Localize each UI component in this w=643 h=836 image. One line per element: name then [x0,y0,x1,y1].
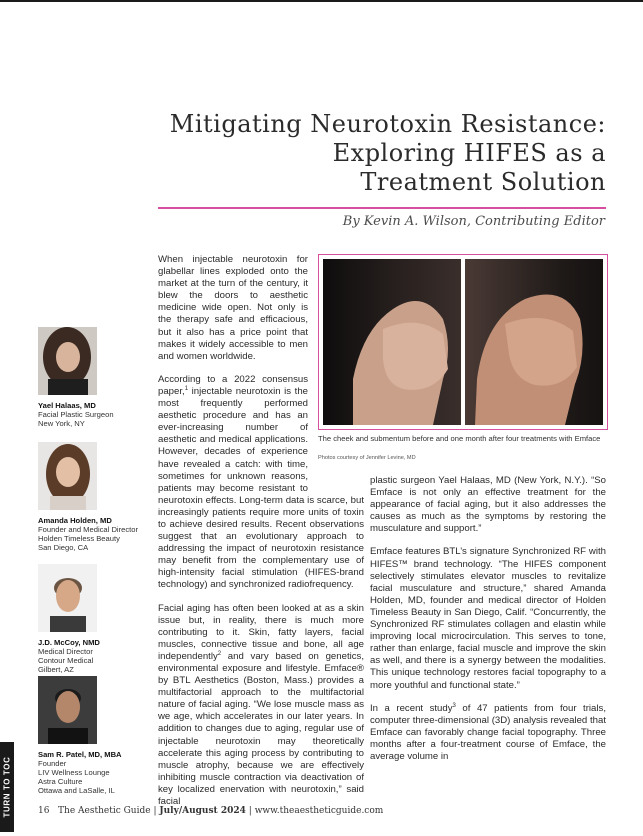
author-detail: LIV Wellness Lounge [38,768,110,777]
author-detail: Medical Director [38,647,93,656]
author-photo [38,564,97,632]
author-amanda-holden [38,442,138,552]
before-after-figure [318,254,608,430]
author-yael-halaas [38,327,114,428]
title-line-1: Mitigating Neurotoxin Resistance: [169,110,606,138]
publication-name: The Aesthetic Guide [58,806,151,816]
paragraph [370,703,606,763]
paragraph: plastic surgeon Yael Halaas, MD (New York, N.Y.). “So Emface is not only an effective treatment for the appearance of facial aging, but it also addresses the causes as much as the symptoms by restoring the musculature and support.” [370,475,606,535]
top-border [0,0,643,2]
issue-date: July/August 2024 [159,806,246,816]
author-photo [38,676,97,744]
author-detail: Ottawa and LaSalle, IL [38,786,115,795]
article-title [136,110,606,197]
paragraph [158,603,364,809]
portrait-icon [38,564,97,632]
author-jd-mccoy [38,564,100,674]
body-column-2 [370,475,606,774]
footer-separator: | [153,806,157,816]
portrait-icon [38,676,97,744]
footnote-ref: 2 [217,650,222,657]
author-detail: Founder and Medical Director [38,525,139,534]
author-name: J.D. McCoy, NMD [38,638,100,647]
face-icon [465,259,603,425]
title-line-3: Treatment Solution [360,168,606,196]
footnote-ref: 1 [184,385,189,392]
face-icon [323,259,461,425]
text-run: According to a 2022 consensus paper, [158,373,308,397]
footnote-ref: 3 [452,702,456,709]
footer-separator: | [248,806,252,816]
page-footer [38,806,383,816]
before-photo [323,259,461,425]
author-detail: Contour Medical [38,656,94,665]
author-detail: Holden Timeless Beauty [38,534,120,543]
text-run: injectable neurotoxin is the most frequently performed aesthetic procedure and has an ever-increasing number of aesthetic and medical applications. However, decades of experience have revealed a catch: with time, sometimes for unknown reasons, patients may become resistant to neurotoxin effects. Long-term data is scarce, but increasingly patients require more units of toxin to achieve desired results. Recent observations suggest that an evolutionary approach to addressing the impact of neurotoxin resistance may benefit from the complementary use of high-intensity facial stimulation (HIFES-brand technology) and synchronized radiofrequency. [158,385,364,591]
portrait-icon [38,442,97,510]
author-detail: Gilbert, AZ [38,665,74,674]
author-sam-patel [38,676,122,795]
author-name: Amanda Holden, MD [38,516,112,525]
text-run: In a recent study [370,702,453,714]
author-name: Sam R. Patel, MD, MBA [38,750,122,759]
author-photo [38,327,97,395]
author-name: Yael Halaas, MD [38,401,96,410]
text-run: and vary based on genetics, environmental exposure and lifestyle. Emface® by BTL Aesthetics (Boston, Mass.) provides a multifactorial approach to the multifactorial nature of facial aging. “We lose muscle mass as we age, which accelerates in our later years. In addition to changes due to aging, regular use of injectable neurotoxin may theoretically accelerate this aging process by contributing to muscle atrophy, because we are effectively inhibiting muscle contraction via deactivation of key localized enervation with neurotoxin,” said facial [158,650,364,808]
byline: By Kevin A. Wilson, Contributing Editor [342,214,605,229]
title-line-2: Exploring HIFES as a [332,139,606,167]
author-detail: Founder [38,759,67,768]
toc-label[interactable]: TURN TO TOC [2,756,12,818]
photo-credit: Photos courtesy of Jennifer Levine, MD [318,455,416,461]
text-run: Facial aging has often been looked at as a skin issue but, in reality, there is much more contributing to it. Skin, fatty layers, facial muscles, connective tissue and bone, all age independently [158,602,364,662]
paragraph: Emface features BTL’s signature Synchronized RF with HIFES™ brand technology. “The HIFES component selectively stimulates elevator muscles to revitalize facial musculature and structure,” shared Amanda Holden, MD, founder and medical director of Holden Timeless Beauty in San Diego, Calif. “Concurrently, the Synchronized RF stimulates collagen and elastin while improving local microcirculation. This serves to tone, rather than enlarge, facial muscle and improve the skin as well, and there is a synergy between the modalities. This unique technology restores facial topography to a more youthful and functional state.” [370,546,606,691]
author-photo [38,442,97,510]
text-run: of 47 patients from four trials, computer three-dimensional (3D) analysis revealed that Emface can favorably change facial topography. Three months after a four-treatment course of Emface, the average volume in [370,702,606,762]
website-link[interactable]: www.theaestheticguide.com [254,806,384,816]
portrait-icon [38,327,97,395]
paragraph: When injectable neurotoxin for glabellar lines exploded onto the market at the turn of the century, it blew the doors to aesthetic medicine wide open. Not only is the therapy safe and efficacious, but it also has a price point that makes it widely accessible to men and women worldwide. [158,254,308,362]
figure-caption: The cheek and submentum before and one month after four treatments with Emface [318,434,601,443]
title-divider [158,207,606,209]
author-detail: San Diego, CA [38,543,89,552]
author-detail: Facial Plastic Surgeon [38,410,114,419]
after-photo [465,259,603,425]
turn-to-toc-tab[interactable] [0,742,14,832]
author-detail: Astra Culture [38,777,83,786]
author-detail: New York, NY [38,419,85,428]
page-number: 16 [38,806,50,816]
